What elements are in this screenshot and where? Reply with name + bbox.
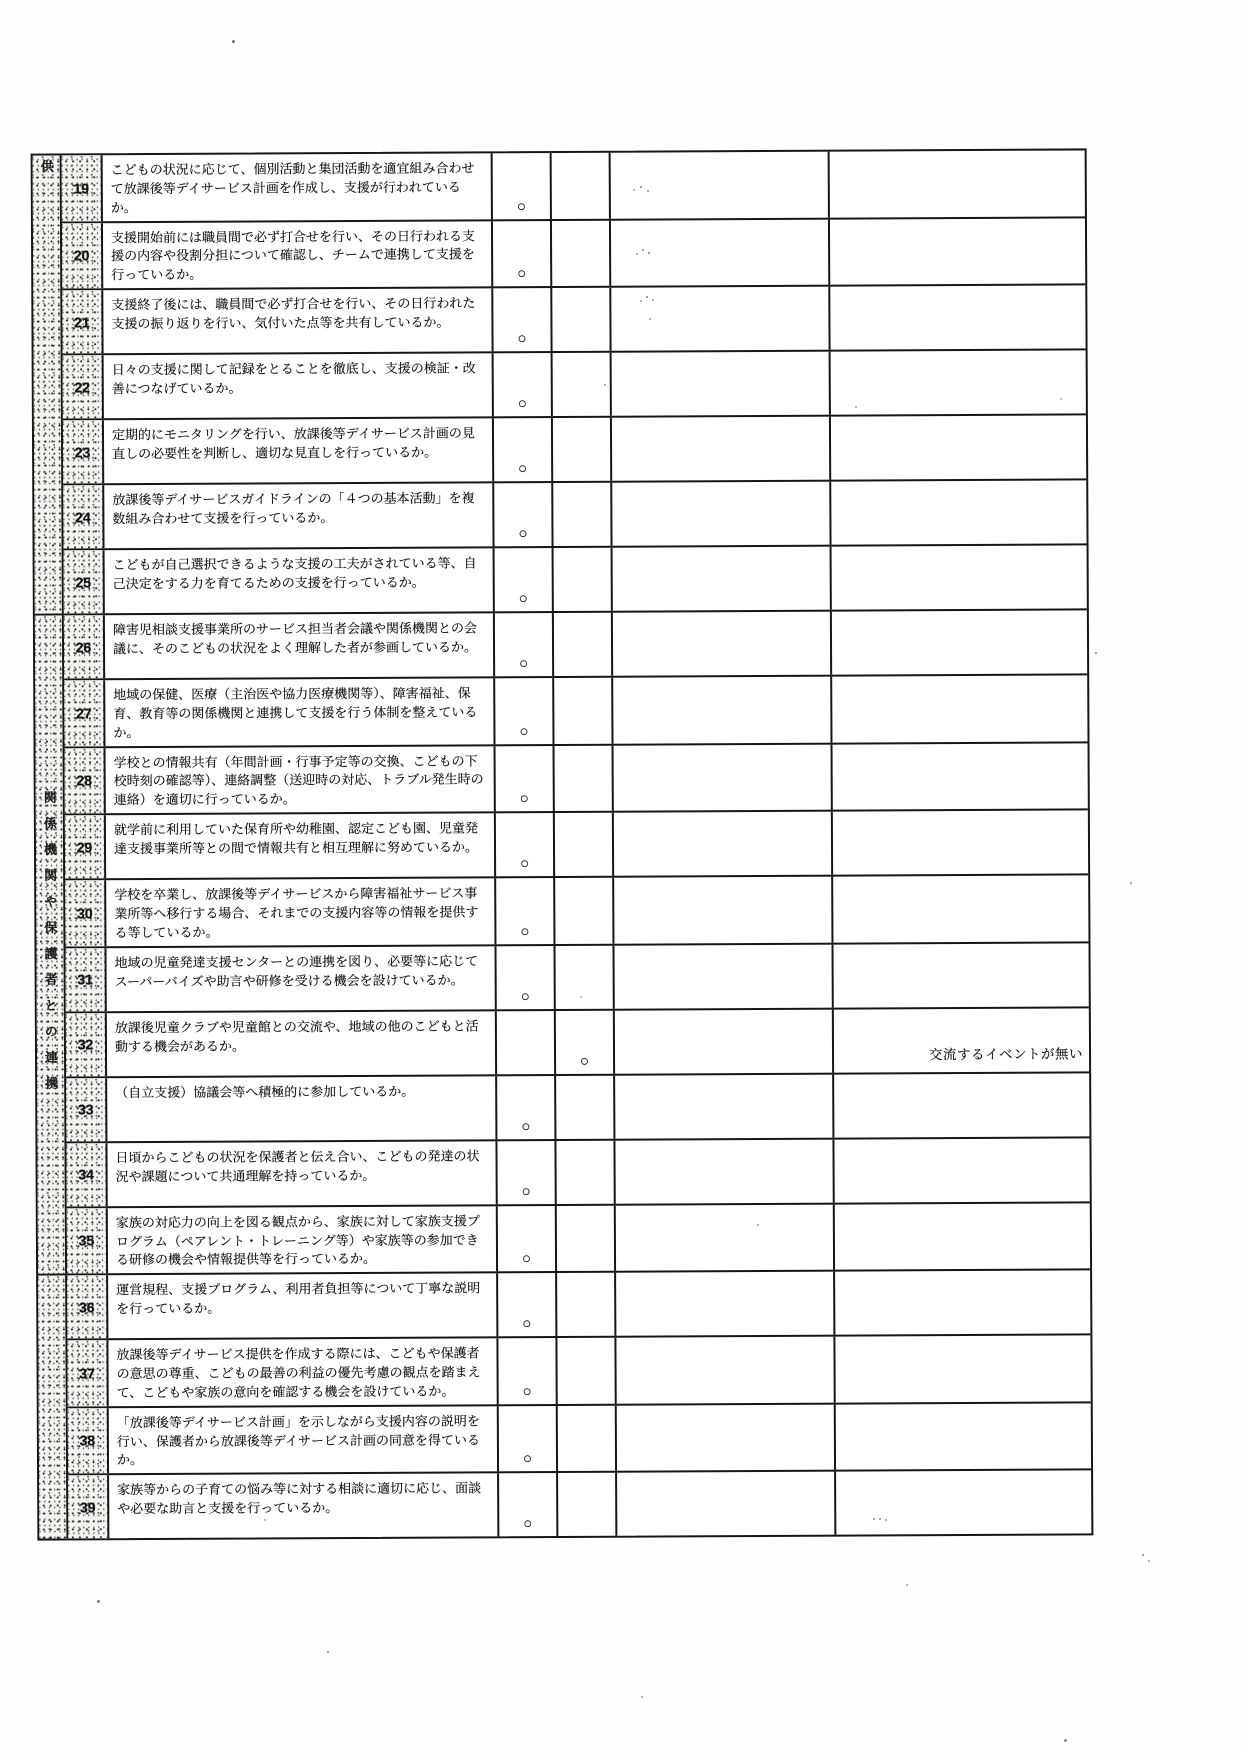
circle-mark: ○ [517, 330, 527, 348]
table-row [66, 1006, 1089, 1076]
circle-mark: ○ [517, 395, 527, 413]
item-number: 28 [76, 772, 93, 789]
circle-mark: ○ [516, 197, 526, 215]
self-check-cell-2 [554, 613, 613, 676]
scan-speck [879, 1518, 881, 1520]
self-check-cell-2 [552, 288, 611, 351]
item-question-text: 支援開始前には職員間で必ず打合せを行い、その日行われる支援の内容や役割分担について確認し、チームで連携して支援を行っているか。 [103, 221, 493, 288]
item-number: 39 [79, 1499, 96, 1516]
note-cell-2 [832, 610, 1087, 674]
item-number-cell [65, 748, 106, 814]
self-check-cell-2 [557, 1205, 616, 1271]
circle-mark: ○ [522, 1382, 532, 1400]
scan-speck [906, 1584, 908, 1586]
self-check-cell-2 [556, 1075, 615, 1138]
note-cell-1 [614, 744, 833, 811]
table-row [63, 413, 1086, 483]
scan-speck [647, 190, 649, 192]
item-number-cell [64, 615, 105, 678]
note-cell-1 [614, 877, 833, 944]
scan-speck [1060, 398, 1062, 400]
note-cell-2 [836, 1403, 1091, 1470]
self-check-cell-2 [555, 878, 614, 944]
scan-speck [1130, 882, 1132, 884]
scan-speck [580, 996, 582, 998]
self-check-cell-1 [497, 1141, 556, 1204]
note-cell-2 [835, 1271, 1090, 1335]
self-check-cell-2 [557, 1338, 616, 1404]
scan-speck [642, 249, 644, 251]
table-row [64, 610, 1087, 678]
scan-speck [1148, 1560, 1150, 1562]
note-cell-2 [835, 1203, 1090, 1270]
section-category-label: 供 [38, 159, 54, 175]
circle-mark: ○ [520, 855, 530, 873]
note-cell-2 [833, 876, 1088, 943]
note-cell-2 [834, 1073, 1089, 1137]
checklist-table [31, 148, 1094, 1540]
item-number-cell [65, 815, 106, 878]
self-check-cell-1 [496, 946, 555, 1009]
scan-speck [1095, 652, 1097, 654]
item-number: 38 [79, 1432, 96, 1449]
circle-mark: ○ [517, 265, 527, 283]
note-cell-2 [833, 943, 1088, 1007]
self-check-cell-1 [494, 418, 553, 481]
self-check-cell-2 [555, 813, 614, 876]
scan-speck [232, 40, 235, 43]
item-number-cell [67, 1275, 108, 1338]
self-check-cell-1 [496, 746, 555, 812]
self-check-cell-1 [493, 221, 552, 287]
section-category-cell [38, 1276, 68, 1539]
self-check-cell-2 [555, 745, 614, 811]
item-number: 26 [75, 638, 92, 655]
circle-mark: ○ [522, 1315, 532, 1333]
item-question-text: 学校を卒業し、放課後等デイサービスから障害福祉サービス事業所等へ移行する場合、それまでの支援内容等の情報を提供する等しているか。 [106, 878, 496, 945]
table-row [67, 1271, 1090, 1339]
note-cell-2: 交流するイベントが無い [928, 1046, 1084, 1062]
table-row [64, 673, 1087, 746]
circle-mark: ○ [521, 1117, 531, 1135]
table-row [62, 283, 1085, 353]
note-cell-2 [836, 1471, 1091, 1535]
note-cell-2 [831, 480, 1086, 544]
note-cell-1 [613, 677, 832, 744]
item-question-text: こどもの状況に応じて、個別活動と集団活動を適宜組み合わせて放課後等デイサービス計画を作成し、支援が行われているか。 [103, 153, 493, 220]
scan-speck [636, 253, 638, 255]
scan-speck [885, 1519, 887, 1521]
self-check-cell-1 [493, 153, 552, 219]
scan-speck [649, 318, 651, 320]
circle-mark: ○ [519, 790, 529, 808]
item-question-text: 放課後児童クラブや児童館との交流や、地域の他のこどもと活動する機会があるか。 [107, 1011, 497, 1076]
note-cell-2 [831, 350, 1086, 414]
item-number: 32 [77, 1036, 94, 1053]
note-cell-1 [613, 547, 832, 611]
item-number: 33 [77, 1101, 94, 1118]
scan-speck [646, 296, 648, 298]
table-row [67, 1334, 1090, 1407]
item-question-text: 放課後等デイサービスガイドラインの「４つの基本活動」を複数組み合わせて支援を行っているか。 [104, 483, 494, 548]
item-question-text: 就学前に利用していた保育所や幼稚園、認定こども園、児童発達支援事業所等との間で情報共有と相互理解に努めているか。 [106, 813, 496, 878]
note-cell-2 [833, 743, 1088, 810]
self-check-cell-1 [499, 1406, 558, 1472]
scan-speck [757, 1224, 759, 1226]
item-number-cell [66, 1143, 107, 1206]
table-row [62, 216, 1085, 289]
note-cell-1 [612, 352, 831, 416]
table-row [64, 543, 1087, 613]
section-category-cell [35, 615, 67, 1273]
scan-speck [97, 1600, 100, 1603]
self-check-cell-2 [553, 483, 612, 546]
circle-mark: ○ [521, 1182, 531, 1200]
note-cell-1 [616, 1272, 835, 1336]
note-cell-1 [613, 612, 832, 676]
scan-speck [641, 1696, 643, 1698]
item-number-cell [65, 880, 106, 946]
note-cell-2 [832, 545, 1087, 609]
table-row [65, 874, 1088, 947]
note-cell-1 [617, 1472, 836, 1536]
table-row [65, 941, 1088, 1011]
self-check-cell-1 [498, 1338, 557, 1404]
table-section [33, 150, 1087, 613]
item-number-cell [66, 1013, 107, 1076]
item-number: 35 [78, 1232, 95, 1249]
section-category-label: 関係機関や保護者との連携 [41, 790, 59, 1103]
self-check-cell-2 [556, 1140, 615, 1203]
self-check-cell-1 [494, 483, 553, 546]
table-row [63, 348, 1086, 418]
circle-mark: ○ [521, 1250, 532, 1268]
self-check-cell-2 [556, 1010, 615, 1073]
item-number-cell [62, 223, 103, 289]
note-cell-1 [616, 1337, 835, 1404]
self-check-cell-2 [552, 153, 611, 219]
note-cell-2 [830, 150, 1085, 217]
note-cell-1 [615, 1074, 834, 1138]
item-number-cell [62, 290, 103, 353]
item-number-cell [67, 1208, 108, 1274]
item-question-text: 家族の対応力の向上を図る観点から、家族に対して家族支援プログラム（ペアレント・トレーニング等）や家族等の参加できる研修の機会や情報提供等を行っているか。 [108, 1206, 498, 1273]
item-number: 24 [75, 508, 91, 525]
scan-speck [1064, 1739, 1067, 1742]
circle-mark: ○ [518, 525, 528, 543]
section-rows [67, 1271, 1091, 1539]
item-number-cell [63, 420, 104, 483]
self-check-cell-2 [553, 353, 612, 416]
item-question-text: 日々の支援に関して記録をとることを徹底し、支援の検証・改善につなげているか。 [104, 353, 494, 418]
scan-speck [327, 1651, 329, 1653]
table-row [65, 741, 1088, 814]
scan-speck [855, 406, 857, 408]
scan-speck [640, 300, 642, 302]
item-number-cell [63, 485, 104, 548]
item-number-cell [68, 1475, 109, 1538]
item-question-text: 地域の保健、医療（主治医や協力医療機関等）、障害福祉、保育、教育等の関係機関と連携して支援を行う体制を整えているか。 [105, 678, 495, 745]
self-check-cell-2 [555, 945, 614, 1008]
scan-speck [652, 299, 654, 301]
item-number: 23 [74, 443, 91, 460]
self-check-cell-2 [554, 678, 613, 744]
circle-mark: ○ [579, 1052, 590, 1070]
section-rows [62, 150, 1087, 613]
item-number-cell [64, 550, 105, 613]
circle-mark: ○ [519, 722, 529, 740]
table-row [66, 1136, 1089, 1206]
self-check-cell-1 [495, 548, 554, 611]
self-check-cell-1 [495, 613, 554, 676]
item-question-text: 「放課後等デイサービス計画」を示しながら支援内容の説明を行い、保護者から放課後等デイサービス計画の同意を得ているか。 [109, 1406, 499, 1473]
self-check-cell-1 [496, 813, 555, 876]
table-row [65, 809, 1088, 879]
self-check-cell-1 [494, 353, 553, 416]
self-check-cell-2 [552, 220, 611, 286]
table-row [67, 1201, 1090, 1274]
table-row [66, 1071, 1089, 1141]
item-number: 22 [74, 378, 91, 395]
note-cell-2 [835, 1336, 1090, 1403]
self-check-cell-2 [554, 548, 613, 611]
circle-mark: ○ [518, 590, 528, 608]
scan-speck [633, 189, 635, 191]
item-number-cell [67, 1340, 108, 1406]
note-cell-1 [616, 1204, 835, 1271]
item-number-cell [68, 1408, 109, 1474]
scan-speck [604, 384, 606, 386]
self-check-cell-2 [558, 1473, 617, 1536]
item-question-text: こどもが自己選択できるような支援の工夫がされている等、自己決定をする力を育てるための支援を行っているか。 [105, 548, 495, 613]
item-number: 27 [76, 705, 92, 722]
circle-mark: ○ [520, 987, 530, 1005]
note-cell-1 [615, 1139, 834, 1203]
item-number-cell [64, 680, 105, 746]
item-number-cell [63, 355, 104, 418]
item-question-text: 支援終了後には、職員間で必ず打合せを行い、その日行われた支援の振り返りを行い、気付いた点等を共有しているか。 [103, 288, 493, 353]
item-number: 20 [73, 247, 90, 264]
table-section [38, 1269, 1091, 1539]
note-cell-2 [830, 285, 1085, 349]
circle-mark: ○ [520, 922, 530, 940]
scan-speck [648, 252, 650, 254]
self-check-cell-1 [499, 1473, 558, 1536]
item-question-text: （自立支援）協議会等へ積極的に参加しているか。 [107, 1076, 497, 1141]
note-cell-2 [830, 218, 1085, 285]
table-row [68, 1401, 1091, 1474]
circle-mark: ○ [522, 1450, 533, 1468]
item-number: 37 [79, 1365, 95, 1382]
note-cell-1 [614, 944, 833, 1008]
self-check-cell-1 [498, 1273, 557, 1336]
self-check-cell-2 [558, 1405, 617, 1471]
item-number: 34 [78, 1166, 94, 1183]
note-cell-1 [615, 1009, 834, 1073]
item-number: 36 [78, 1298, 95, 1316]
item-number: 25 [75, 573, 92, 590]
item-question-text: 地域の児童発達支援センターとの連携を図り、必要等に応じてスーパーバイズや助言や研修を受ける機会を設けているか。 [106, 946, 496, 1011]
item-number-cell [65, 948, 106, 1011]
item-question-text: 日頃からこどもの状況を保護者と伝え合い、こどもの発達の状況や課題について共通理解を持っているか。 [107, 1141, 497, 1206]
scan-speck [78, 1456, 80, 1458]
circle-mark: ○ [519, 655, 529, 673]
note-cell-1 [611, 287, 830, 351]
note-cell-1 [611, 219, 830, 286]
section-rows [64, 610, 1090, 1273]
note-cell-2 [834, 1138, 1089, 1202]
item-question-text: 放課後等デイサービス提供を作成する際には、こどもや保護者の意思の尊重、こどもの最善の利益の優先考慮の観点を踏まえて、こどもや家族の意向を確認する機会を設けているか。 [108, 1339, 498, 1406]
self-check-cell-2 [553, 418, 612, 481]
item-number-cell [66, 1078, 107, 1141]
item-number: 30 [76, 905, 93, 922]
self-check-cell-1 [496, 878, 555, 944]
item-question-text: 学校との情報共有（年間計画・行事予定等の交換、こどもの下校時刻の確認等）、連絡調整（送迎時の対応、トラブル発生時の連絡）を適切に行っているか。 [106, 746, 496, 813]
self-check-cell-1 [498, 1206, 557, 1272]
note-cell-2 [832, 675, 1087, 742]
self-check-cell-1 [495, 678, 554, 744]
self-check-cell-2 [557, 1273, 616, 1336]
item-number: 19 [73, 180, 90, 197]
note-cell-2 [833, 811, 1088, 875]
circle-mark: ○ [518, 460, 528, 478]
item-question-text: 障害児相談支援事業所のサービス担当者会議や関係機関との会議に、そのこどもの状況をよく理解した者が参画しているか。 [105, 613, 495, 678]
item-question-text: 運営規程、支援プログラム、利用者負担等について丁寧な説明を行っているか。 [108, 1274, 498, 1339]
table-row [63, 478, 1086, 548]
note-cell-1 [611, 152, 830, 219]
note-cell-1 [617, 1404, 836, 1471]
note-cell-1 [612, 482, 831, 546]
item-question-text: 定期的にモニタリングを行い、放課後等デイサービス計画の見直しの必要性を判断し、適切な見直しを行っているか。 [104, 418, 494, 483]
table-section [35, 608, 1090, 1273]
table-row [62, 150, 1085, 221]
item-number: 21 [74, 313, 90, 330]
scan-speck [873, 1518, 875, 1520]
scan-speck [264, 1519, 266, 1521]
circle-mark: ○ [523, 1515, 533, 1533]
self-check-cell-1 [497, 1076, 556, 1139]
self-check-cell-1 [493, 288, 552, 351]
note-cell-2 [831, 415, 1086, 479]
item-number: 29 [76, 838, 93, 855]
note-cell-1 [612, 417, 831, 481]
scan-speck [640, 186, 642, 188]
item-number: 31 [77, 971, 93, 988]
scan-speck [613, 988, 615, 990]
note-cell-1 [614, 812, 833, 876]
scan-speck [1142, 1554, 1144, 1556]
section-category-cell [33, 155, 64, 613]
self-check-cell-1 [497, 1011, 556, 1074]
item-question-text: 家族等からの子育ての悩み等に対する相談に適切に応じ、面談や必要な助言と支援を行っているか。 [109, 1474, 499, 1539]
table-row [68, 1469, 1091, 1539]
item-number-cell [62, 155, 103, 221]
